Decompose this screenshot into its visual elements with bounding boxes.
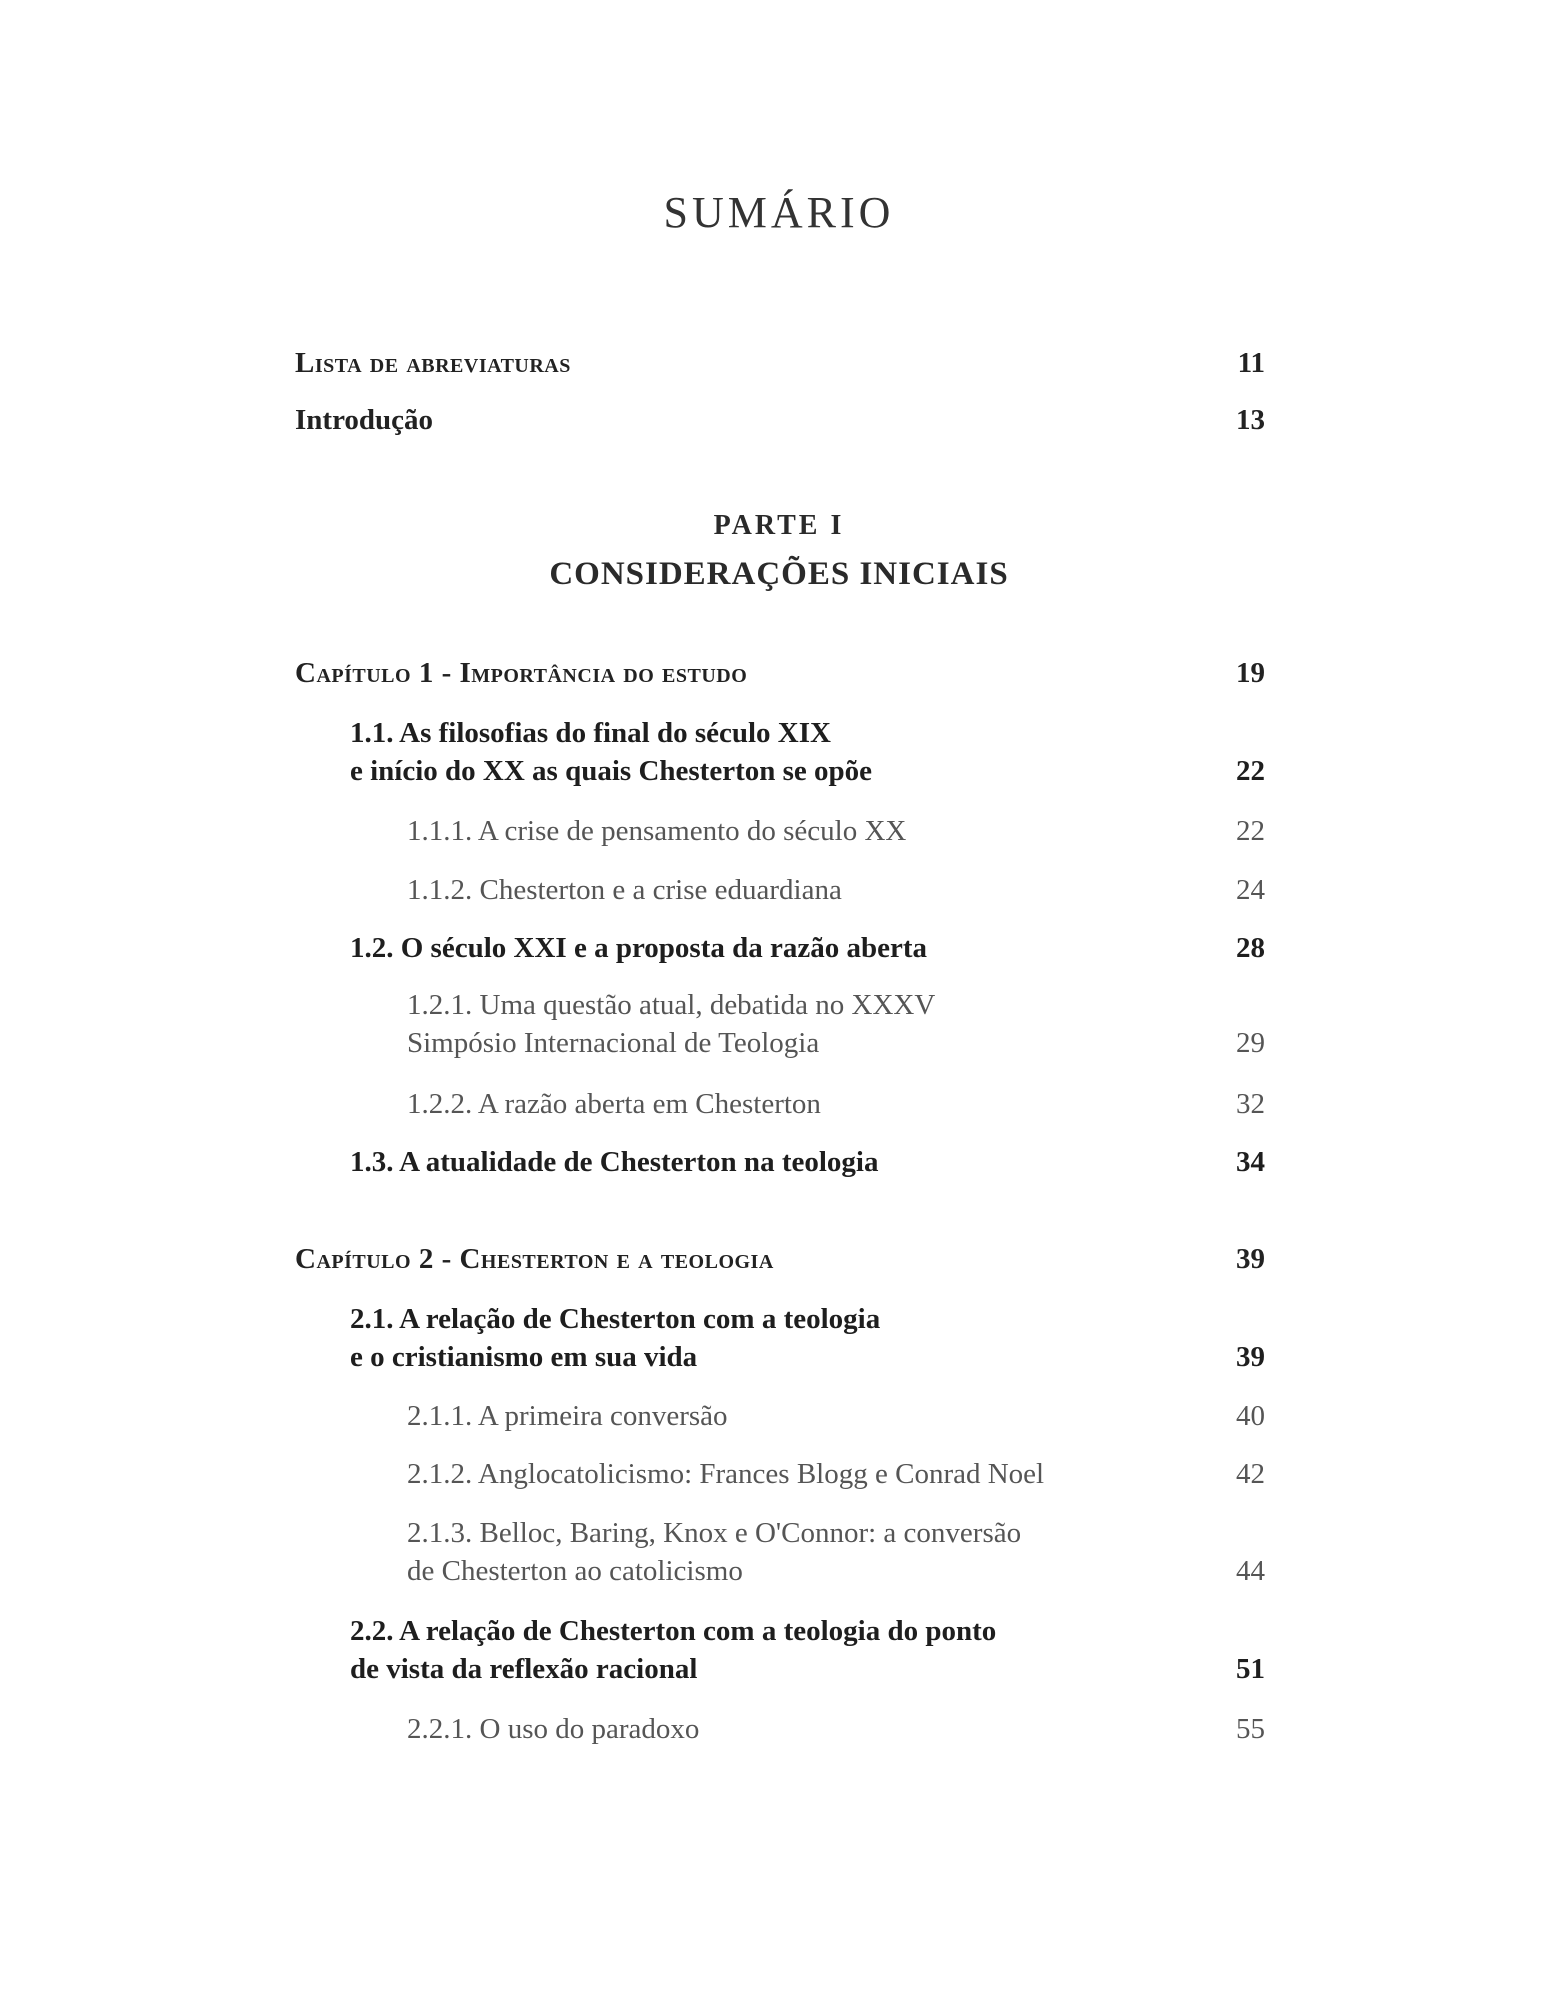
section-label <box>407 986 935 1062</box>
toc-section-1-2-1[interactable] <box>295 986 1265 1062</box>
toc-chapter-2[interactable] <box>295 1240 1265 1278</box>
section-page: 44 <box>1236 1555 1265 1587</box>
section-page: 39 <box>1236 1341 1265 1373</box>
toc-section-1-1-2[interactable] <box>295 871 1265 909</box>
section-label <box>350 1612 996 1688</box>
section-label: 1.3. A atualidade de Chesterton na teologia <box>350 1146 879 1178</box>
page-title: SUMÁRIO <box>663 188 895 238</box>
toc-section-1-1-1[interactable] <box>295 812 1265 850</box>
toc-entry-label: Introdução <box>295 404 434 436</box>
section-page: 28 <box>1236 932 1265 964</box>
toc-section-2-2[interactable] <box>295 1612 1265 1688</box>
section-line: 1.1. As filosofias do final do século XIX <box>350 717 831 749</box>
section-page: 51 <box>1236 1653 1265 1685</box>
section-line: 2.2. A relação de Chesterton com a teologia do ponto <box>350 1615 997 1647</box>
toc-section-2-2-1[interactable] <box>295 1710 1265 1748</box>
section-line: 1.2.1. Uma questão atual, debatida no XXXV <box>407 989 936 1021</box>
section-page: 22 <box>1236 815 1265 847</box>
part-label: PARTE I <box>713 510 845 541</box>
toc-section-2-1-2[interactable] <box>295 1455 1265 1493</box>
toc-section-2-1-1[interactable] <box>295 1397 1265 1435</box>
section-line: e início do XX as quais Chesterton se opõe <box>350 755 873 787</box>
section-page: 24 <box>1236 874 1265 906</box>
section-label: 1.1.2. Chesterton e a crise eduardiana <box>407 874 842 906</box>
section-label: 2.1.1. A primeira conversão <box>407 1400 728 1432</box>
section-line: 2.1.3. Belloc, Baring, Knox e O'Connor: a conversão <box>407 1517 1022 1549</box>
toc-section-2-1[interactable] <box>295 1300 1265 1376</box>
section-label: 1.2. O século XXI e a proposta da razão aberta <box>350 932 928 964</box>
section-page: 29 <box>1236 1027 1265 1059</box>
toc-entry-introduction[interactable] <box>295 401 1265 439</box>
section-line: e o cristianismo em sua vida <box>350 1341 698 1373</box>
section-line: 2.1. A relação de Chesterton com a teologia <box>350 1303 881 1335</box>
section-label: 2.2.1. O uso do paradoxo <box>407 1713 700 1745</box>
section-line: de vista da reflexão racional <box>350 1653 698 1685</box>
toc-entry-label: Lista de abreviaturas <box>295 347 571 379</box>
section-line: de Chesterton ao catolicismo <box>407 1555 743 1587</box>
toc-section-2-1-3[interactable] <box>295 1514 1265 1590</box>
chapter-label: Capítulo 2 - Chesterton e a teologia <box>295 1243 774 1275</box>
section-label <box>407 1514 1021 1590</box>
section-label: 1.1.1. A crise de pensamento do século XX <box>407 815 907 847</box>
section-label: 2.1.2. Anglocatolicismo: Frances Blogg e Conrad Noel <box>407 1458 1045 1490</box>
toc-chapter-1[interactable] <box>295 654 1265 692</box>
section-page: 22 <box>1236 755 1265 787</box>
toc-section-1-2-2[interactable] <box>295 1085 1265 1123</box>
section-page: 55 <box>1236 1713 1265 1745</box>
toc-entry-abbreviations[interactable] <box>295 344 1265 382</box>
chapter-page: 39 <box>1236 1243 1265 1275</box>
toc-section-1-1[interactable] <box>295 714 1265 790</box>
toc-entry-page: 13 <box>1236 404 1265 436</box>
toc-entry-page: 11 <box>1237 347 1265 379</box>
section-label <box>350 714 872 790</box>
chapter-page: 19 <box>1236 657 1265 689</box>
toc-section-1-3[interactable] <box>295 1143 1265 1181</box>
section-page: 42 <box>1236 1458 1265 1490</box>
section-page: 32 <box>1236 1088 1265 1120</box>
part-title: CONSIDERAÇÕES INICIAIS <box>549 556 1009 592</box>
section-line: Simpósio Internacional de Teologia <box>407 1027 820 1059</box>
toc-section-1-2[interactable] <box>295 929 1265 967</box>
chapter-label: Capítulo 1 - Importância do estudo <box>295 657 748 689</box>
section-page: 34 <box>1236 1146 1265 1178</box>
section-page: 40 <box>1236 1400 1265 1432</box>
section-label: 1.2.2. A razão aberta em Chesterton <box>407 1088 821 1120</box>
section-label <box>350 1300 880 1376</box>
